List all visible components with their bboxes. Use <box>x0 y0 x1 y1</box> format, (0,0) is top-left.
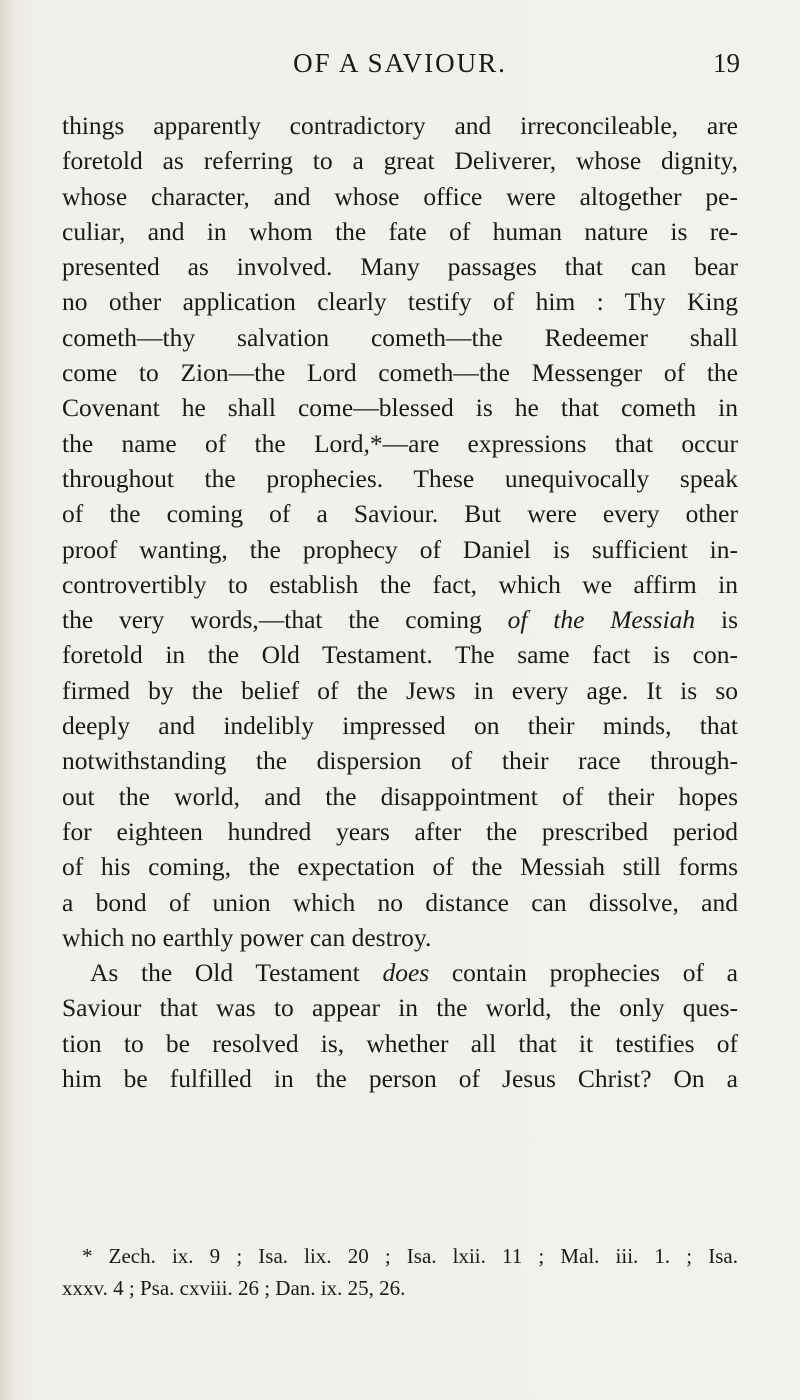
text-line: a bond of union which no distance can dissolve, and <box>62 887 738 917</box>
text-line: throughout the prophecies. These unequivocally speak <box>62 463 738 493</box>
italic-word: does <box>382 958 430 988</box>
body-text <box>62 108 738 1096</box>
text-line: proof wanting, the prophecy of Daniel is sufficient in- <box>62 534 738 564</box>
text-line: notwithstanding the dispersion of their race through- <box>62 746 738 776</box>
page-header <box>0 48 800 88</box>
footnote-line: xxxv. 4 ; Psa. cxviii. 26 ; Dan. ix. 25, 26. <box>62 1276 406 1300</box>
running-head: OF A SAVIOUR. <box>293 48 507 78</box>
text-line: of the coming of a Saviour. But were every other <box>62 499 738 529</box>
text-line: for eighteen hundred years after the prescribed period <box>62 816 738 846</box>
text-line: foretold in the Old Testament. The same fact is con- <box>62 640 738 670</box>
text-segment: is <box>695 605 739 635</box>
text-segment: the very words,—that the coming <box>62 605 508 635</box>
page-number: 19 <box>713 48 740 78</box>
text-line: of his coming, the expectation of the Messiah still forms <box>62 852 738 882</box>
text-segment: As the Old Testament <box>90 958 383 988</box>
text-line-with-emphasis <box>62 602 738 637</box>
text-line: deeply and indelibly impressed on their minds, that <box>62 711 738 741</box>
text-line: whose character, and whose office were altogether pe- <box>62 181 738 211</box>
text-line: no other application clearly testify of him : Thy King <box>62 287 738 317</box>
text-line-with-emphasis <box>62 955 738 990</box>
text-line: firmed by the belief of the Jews in every age. It is so <box>62 675 738 705</box>
footnote-block <box>62 1240 738 1304</box>
text-segment: contain prophecies of a <box>429 958 738 988</box>
italic-phrase: of the Messiah <box>507 605 696 635</box>
text-line: things apparently contradictory and irreconcileable, are <box>62 111 738 140</box>
footnote-line: * Zech. ix. 9 ; Isa. lix. 20 ; Isa. lxii. 11 ; Mal. iii. 1. ; Isa. <box>82 1244 738 1268</box>
text-line: him be fulfilled in the person of Jesus Christ? On a <box>62 1064 738 1094</box>
text-line: cometh—thy salvation cometh—the Redeemer shall <box>62 322 738 352</box>
text-line: the name of the Lord,*—are expressions that occur <box>62 428 738 458</box>
text-line: come to Zion—the Lord cometh—the Messenger of the <box>62 358 738 388</box>
text-line: controvertibly to establish the fact, which we affirm in <box>62 569 738 599</box>
text-line: presented as involved. Many passages that can bear <box>62 252 738 282</box>
text-line: tion to be resolved is, whether all that it testifies of <box>62 1028 738 1058</box>
text-line: foretold as referring to a great Deliverer, whose dignity, <box>62 146 738 176</box>
text-line: Saviour that was to appear in the world, the only ques- <box>62 993 738 1023</box>
text-line: Covenant he shall come—blessed is he that cometh in <box>62 393 738 423</box>
paragraph-end-line: which no earthly power can destroy. <box>62 922 432 952</box>
text-line: out the world, and the disappointment of their hopes <box>62 781 738 811</box>
text-line: culiar, and in whom the fate of human nature is re- <box>62 216 738 246</box>
